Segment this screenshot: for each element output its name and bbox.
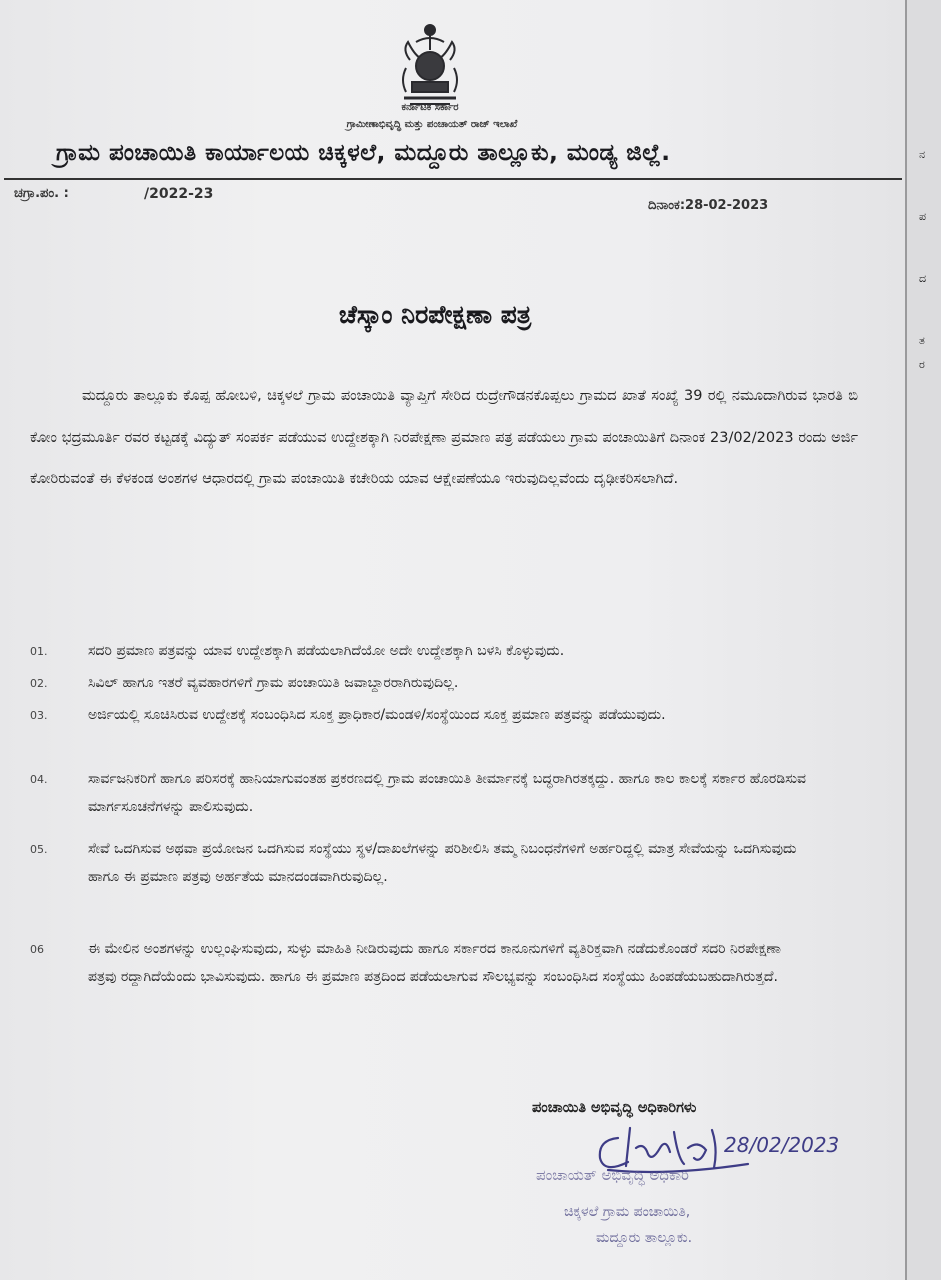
- bg-glyph: ನ: [919, 148, 926, 161]
- signature-date: 28/02/2023: [724, 1133, 840, 1157]
- condition-item: [30, 670, 858, 698]
- stamp-taluk: ಮದ್ದೂರು ತಾಲ್ಲೂಕು.: [596, 1230, 693, 1246]
- condition-item: [30, 936, 858, 991]
- header-divider: [4, 178, 902, 180]
- condition-text: ಸೇವೆ ಒದಗಿಸುವ ಅಥವಾ ಪ್ರಯೋಜನ ಒದಗಿಸುವ ಸಂಸ್ಥೆಯು ಸ್ಥಳ/ದಾಖಲೆಗಳನ್ನು ಪರಿಶೀಲಿಸಿ ತಮ್ಮ ನಿಬಂಧನೆಗಳಿಗೆ ಅರ್ಹರಿದ್ದಲ್ಲಿ ಮಾತ್ರ ಸೇವೆಯನ್ನು ಒದಗಿಸುವುದು ಹಾಗೂ ಈ ಪ್ರಮಾಣ ಪತ್ರವು ಅರ್ಹತೆಯ ಮಾನದಂಡವಾಗಿರುವುದಿಲ್ಲ.: [88, 841, 797, 885]
- condition-text: ಈ ಮೇಲಿನ ಅಂಶಗಳನ್ನು ಉಲ್ಲಂಘಿಸುವುದು, ಸುಳ್ಳು ಮಾಹಿತಿ ನೀಡಿರುವುದು ಹಾಗೂ ಸರ್ಕಾರದ ಕಾನೂನುಗಳಿಗೆ ವ್ಯತಿರಿಕ್ತವಾಗಿ ನಡೆದುಕೊಂಡರೆ ಸದರಿ ನಿರಪೇಕ್ಷಣಾ ಪತ್ರವು ರದ್ದಾಗಿದೆಯೆಂದು ಭಾವಿಸುವುದು. ಹಾಗೂ ಈ ಪ್ರಮಾಣ ಪತ್ರದಿಂದ ಪಡೆಯಲಾಗುವ ಸೌಲಭ್ಯವನ್ನು ಸಂಬಂಧಿಸಿದ ಸಂಸ್ಥೆಯು ಹಿಂಪಡೆಯಬಹುದಾಗಿರುತ್ತದೆ.: [88, 941, 781, 985]
- condition-number: 02.: [30, 677, 48, 690]
- condition-number: 04.: [30, 773, 48, 786]
- condition-item: [30, 638, 858, 666]
- condition-item: [30, 702, 858, 730]
- department-name: ಗ್ರಾಮೀಣಾಭಿವೃದ್ಧಿ ಮತ್ತು ಪಂಚಾಯತ್ ರಾಜ್ ಇಲಾಖೆ: [346, 119, 518, 130]
- signatory-title: ಪಂಚಾಯಿತಿ ಅಭಿವೃದ್ಧಿ ಅಧಿಕಾರಿಗಳು: [532, 1100, 697, 1116]
- background-sheet-edge: [905, 0, 941, 1280]
- stamp-office: ಚಿಕ್ಕಳಲೆ ಗ್ರಾಮ ಪಂಚಾಯಿತಿ,: [564, 1204, 691, 1220]
- condition-number: 01.: [30, 645, 48, 658]
- government-name: ಕರ್ನಾಟಕ ಸರ್ಕಾರ: [401, 102, 459, 113]
- condition-number: 06: [30, 943, 44, 956]
- letter-date: ದಿನಾಂಕ:28-02-2023: [648, 198, 769, 213]
- condition-number: 03.: [30, 709, 48, 722]
- condition-item: [30, 836, 858, 891]
- condition-text: ಸಾರ್ವಜನಿಕರಿಗೆ ಹಾಗೂ ಪರಿಸರಕ್ಕೆ ಹಾನಿಯಾಗುವಂತಹ ಪ್ರಕರಣದಲ್ಲಿ ಗ್ರಾಮ ಪಂಚಾಯಿತಿ ತೀರ್ಮಾನಕ್ಕೆ ಬದ್ಧರಾಗಿರತಕ್ಕದ್ದು. ಹಾಗೂ ಕಾಲ ಕಾಲಕ್ಕೆ ಸರ್ಕಾರ ಹೊರಡಿಸುವ ಮಾರ್ಗಸೂಚನೆಗಳನ್ನು ಪಾಲಿಸುವುದು.: [88, 771, 807, 815]
- bg-glyph: ರ: [919, 358, 925, 371]
- condition-text: ಸಿವಿಲ್ ಹಾಗೂ ಇತರೆ ವ್ಯವಹಾರಗಳಿಗೆ ಗ್ರಾಮ ಪಂಚಾಯಿತಿ ಜವಾಬ್ದಾರರಾಗಿರುವುದಿಲ್ಲ.: [88, 675, 459, 691]
- stamp-designation: ಪಂಚಾಯತ್ ಅಭಿವೃದ್ಧಿ ಅಧಿಕಾರಿ: [536, 1166, 689, 1184]
- document-title: ಚೆಸ್ಕಾಂ ನಿರಪೇಕ್ಷಣಾ ಪತ್ರ: [338, 300, 532, 329]
- condition-number: 05.: [30, 843, 48, 856]
- reference-label: ಚಗ್ರಾ.ಪಂ. :: [14, 186, 69, 201]
- bg-glyph: ದ: [919, 272, 927, 285]
- reference-number: /2022-23: [144, 186, 214, 202]
- bg-glyph: ತ: [919, 334, 925, 347]
- bg-glyph: ಪ: [919, 210, 927, 223]
- condition-text: ಅರ್ಜಿಯಲ್ಲಿ ಸೂಚಿಸಿರುವ ಉದ್ದೇಶಕ್ಕೆ ಸಂಬಂಧಿಸಿದ ಸೂಕ್ತ ಪ್ರಾಧಿಕಾರ/ಮಂಡಳಿ/ಸಂಸ್ಥೆಯಿಂದ ಸೂಕ್ತ ಪ್ರಮಾಣ ಪತ್ರವನ್ನು ಪಡೆಯುವುದು.: [88, 707, 666, 723]
- office-title: ಗ್ರಾಮ ಪಂಚಾಯಿತಿ ಕಾರ್ಯಾಲಯ ಚಿಕ್ಕಳಲೆ, ಮದ್ದೂರು ತಾಲ್ಲೂಕು, ಮಂಡ್ಯ ಜಿಲ್ಲೆ.: [56, 140, 671, 166]
- condition-item: [30, 766, 858, 821]
- body-paragraph: ಮದ್ದೂರು ತಾಲ್ಲೂಕು ಕೊಪ್ಪ ಹೋಬಳಿ, ಚಿಕ್ಕಳಲೆ ಗ್ರಾಮ ಪಂಚಾಯಿತಿ ವ್ಯಾಪ್ತಿಗೆ ಸೇರಿದ ರುದ್ರೇಗೌಡನಕೊಪ್ಪಲು ಗ್ರಾಮದ ಖಾತೆ ಸಂಖ್ಯೆ 39 ರಲ್ಲಿ ನಮೂದಾಗಿರುವ ಭಾರತಿ ಬಿ ಕೋಂ ಭದ್ರಮೂರ್ತಿ ರವರ ಕಟ್ಟಡಕ್ಕೆ ವಿದ್ಯುತ್ ಸಂಪರ್ಕ ಪಡೆಯುವ ಉದ್ದೇಶಕ್ಕಾಗಿ ನಿರಪೇಕ್ಷಣಾ ಪ್ರಮಾಣ ಪತ್ರ ಪಡೆಯಲು ಗ್ರಾಮ ಪಂಚಾಯಿತಿಗೆ ದಿನಾಂಕ 23/02/2023 ರಂದು ಅರ್ಜಿ ಕೋರಿರುವಂತೆ ಈ ಕೆಳಕಂಡ ಅಂಶಗಳ ಆಧಾರದಲ್ಲಿ ಗ್ರಾಮ ಪಂಚಾಯಿತಿ ಕಚೇರಿಯ ಯಾವ ಆಕ್ಷೇಪಣೆಯೂ ಇರುವುದಿಲ್ಲವೆಂದು ದೃಢೀಕರಿಸಲಾಗಿದೆ.: [30, 388, 858, 487]
- condition-text: ಸದರಿ ಪ್ರಮಾಣ ಪತ್ರವನ್ನು ಯಾವ ಉದ್ದೇಶಕ್ಕಾಗಿ ಪಡೆಯಲಾಗಿದೆಯೋ ಅದೇ ಉದ್ದೇಶಕ್ಕಾಗಿ ಬಳಸಿ ಕೊಳ್ಳುವುದು.: [88, 643, 565, 659]
